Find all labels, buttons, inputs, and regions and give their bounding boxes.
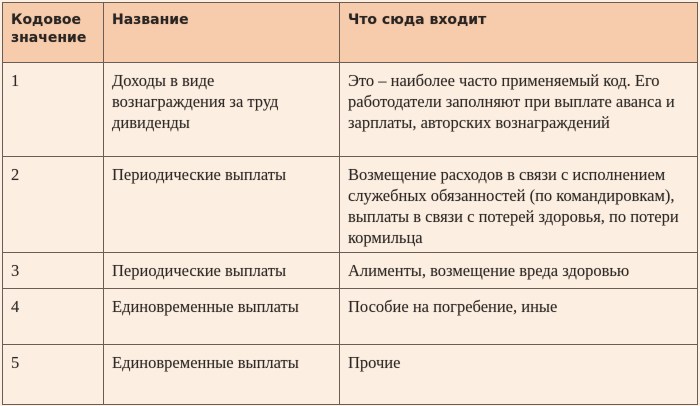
cell-description: Возмещение расходов в связи с исполнением служебных обязанностей (по командировкам), выплаты в связи с потерей здоровья, по потери кормильца xyxy=(340,157,698,253)
table-row xyxy=(3,253,698,289)
cell-name: Периодические выплаты xyxy=(104,253,340,289)
cell-code: 3 xyxy=(3,253,104,289)
table-row xyxy=(3,289,698,345)
cell-code: 4 xyxy=(3,289,104,345)
header-description: Что сюда входит xyxy=(340,3,698,63)
income-codes-table xyxy=(2,2,698,405)
table-row xyxy=(3,345,698,405)
table-row xyxy=(3,63,698,157)
cell-code: 1 xyxy=(3,63,104,157)
table-row xyxy=(3,157,698,253)
cell-name: Периодические выплаты xyxy=(104,157,340,253)
cell-description: Алименты, возмещение вреда здоровью xyxy=(340,253,698,289)
cell-name: Доходы в виде вознаграждения за труд дивиденды xyxy=(104,63,340,157)
cell-name: Единовременные выплаты xyxy=(104,289,340,345)
header-code: Кодовое значение xyxy=(3,3,104,63)
cell-description: Пособие на погребение, иные xyxy=(340,289,698,345)
header-name: Название xyxy=(104,3,340,63)
cell-name: Единовременные выплаты xyxy=(104,345,340,405)
cell-code: 5 xyxy=(3,345,104,405)
cell-description: Это – наиболее часто применяемый код. Его работодатели заполняют при выплате аванса и зарплаты, авторских вознаграждений xyxy=(340,63,698,157)
cell-description: Прочие xyxy=(340,345,698,405)
cell-code: 2 xyxy=(3,157,104,253)
table-header-row xyxy=(3,3,698,63)
